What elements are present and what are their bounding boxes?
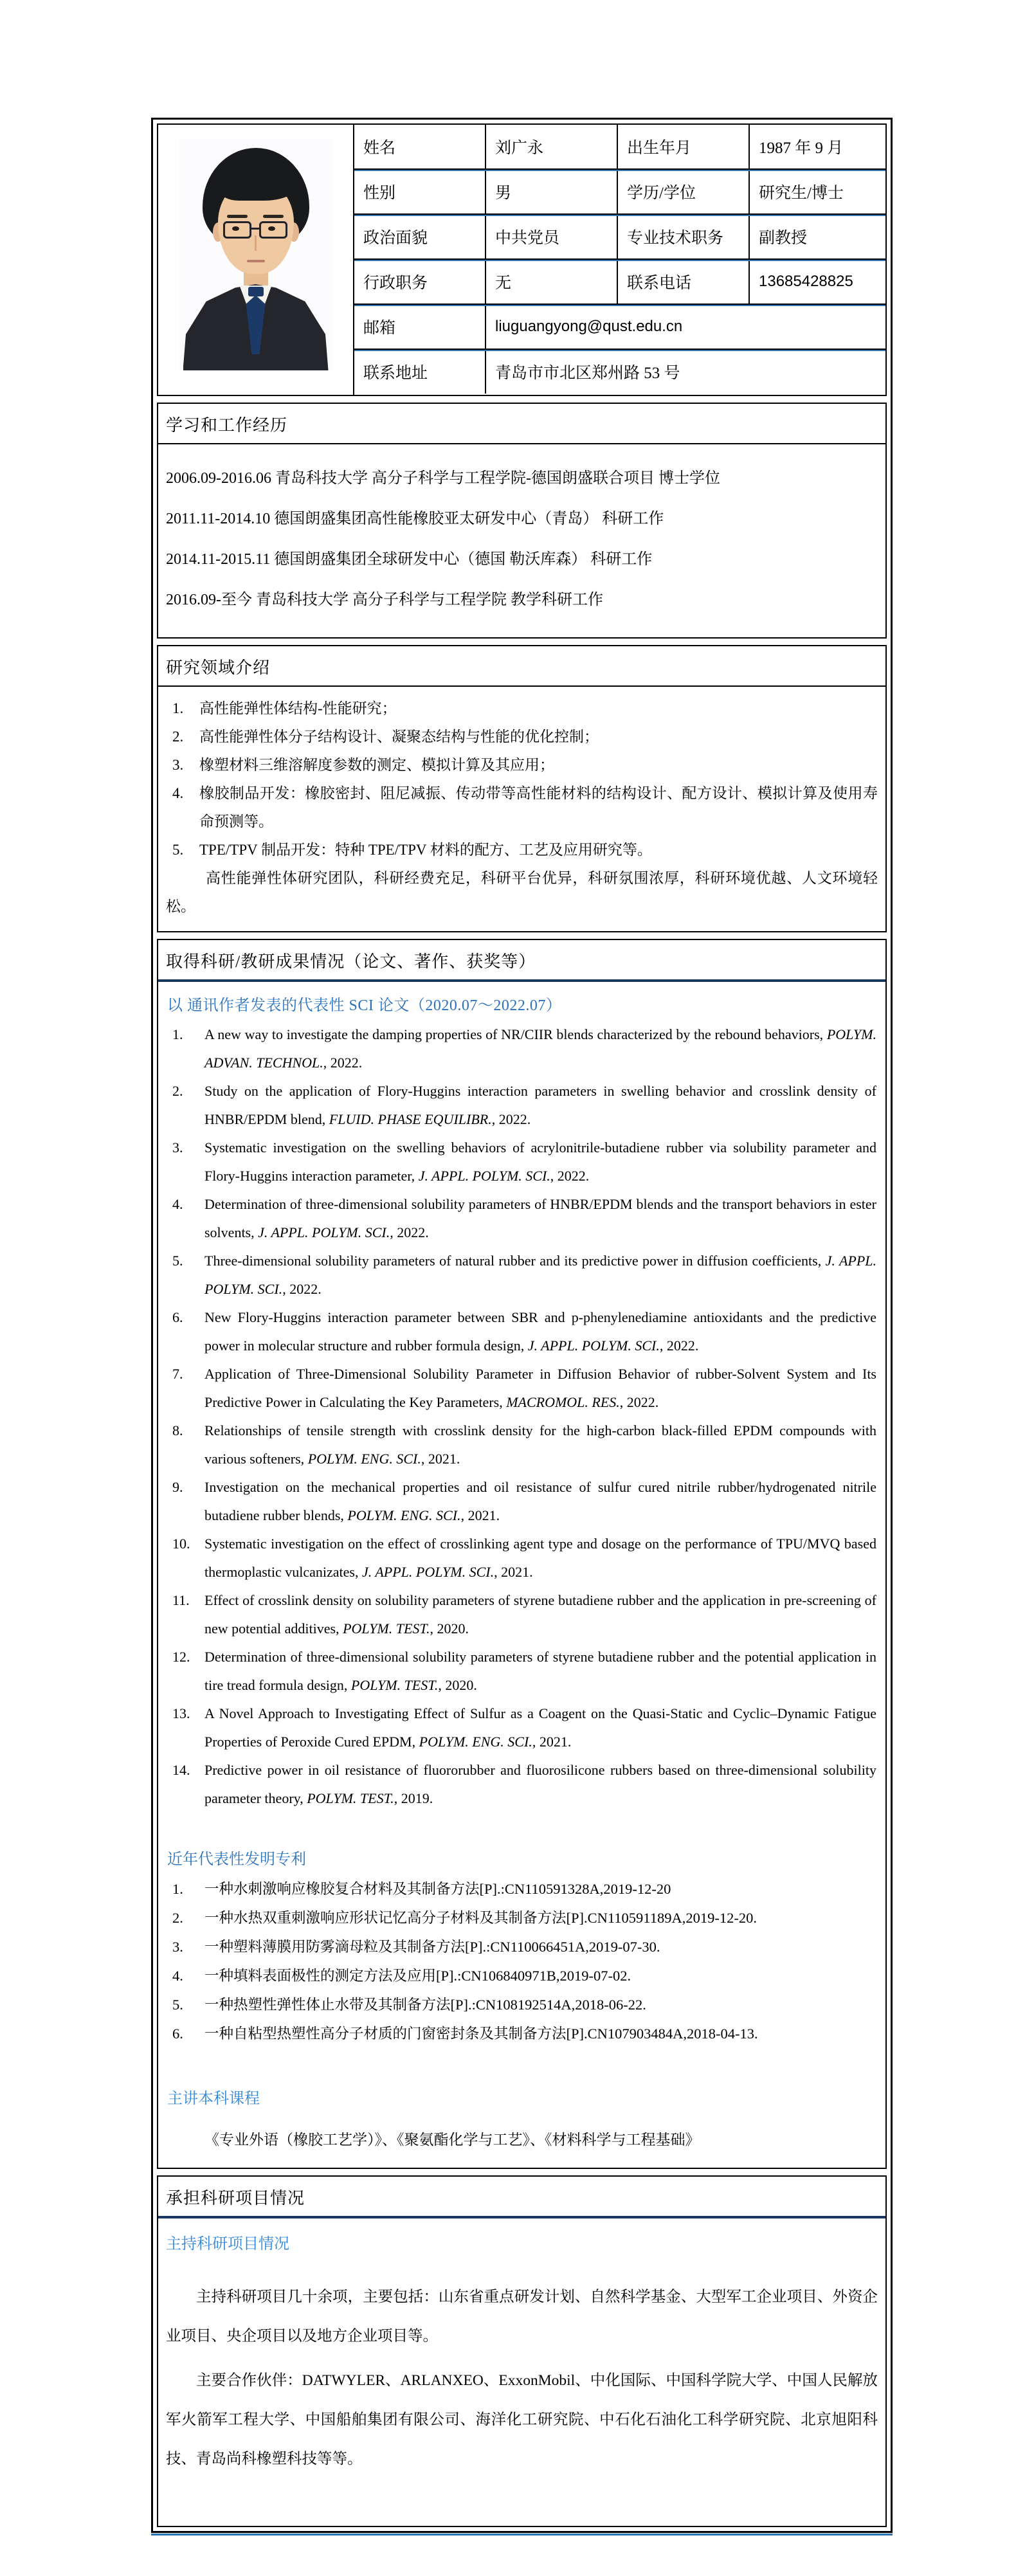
profile-value: 刘广永 — [486, 125, 618, 168]
journal-name: J. APPL. POLYM. SCI. — [527, 1338, 660, 1354]
journal-name: POLYM. TEST. — [343, 1620, 430, 1637]
patent-item: 6. 一种自粘型热塑性高分子材质的门窗密封条及其制备方法[P].CN107903484A,2018-04-13. — [167, 2019, 876, 2048]
photo-eyebrow — [263, 215, 284, 218]
patent-item: 4. 一种填料表面极性的测定方法及应用[P].:CN106840971B,2019-07-02. — [167, 1961, 876, 1990]
item-number: 14. — [172, 1762, 190, 1778]
sci-paper: 14. Predictive power in oil resistance of fluororubber and fluorosilicone rubbers based on three-dimensional solubility parameter theory, POLYM. TEST., 2019. — [167, 1756, 876, 1813]
experience-item: 2006.09-2016.06 青岛科技大学 高分子科学与工程学院-德国朗盛联合项目 博士学位 — [166, 470, 720, 487]
item-number: 7. — [172, 1366, 183, 1382]
portrait-photo — [179, 139, 332, 370]
profile-label: 姓名 — [354, 125, 486, 168]
sci-paper: 9. Investigation on the mechanical properties and oil resistance of sulfur cured nitrile rubber/hydrogenated nitrile butadiene rubber blends, POLYM. ENG. SCI., 2021. — [167, 1473, 876, 1530]
experience-item: 2011.11-2014.10 德国朗盛集团高性能橡胶亚太研发中心（青岛） 科研工作 — [166, 511, 664, 527]
sci-paper-list — [167, 1020, 876, 1813]
item-number: 11. — [172, 1592, 190, 1608]
project-paragraphs — [166, 2278, 878, 2479]
journal-name: FLUID. PHASE EQUILIBR. — [329, 1111, 492, 1127]
item-number: 5. — [172, 1253, 183, 1269]
journal-name: POLYM. TEST. — [307, 1790, 394, 1806]
item-number: 3. — [172, 757, 184, 773]
section-title-research-fields: 研究领域介绍 — [158, 646, 885, 687]
journal-name: POLYM. ADVAN. TECHNOL. — [204, 1026, 876, 1071]
photo-glasses — [223, 221, 251, 239]
profile-value: 研究生/博士 — [759, 185, 844, 202]
profile-label: 出生年月 — [618, 125, 750, 168]
item-number: 1. — [172, 1026, 183, 1042]
item-number: 1. — [172, 1881, 183, 1897]
sci-paper: 12. Determination of three-dimensional solubility parameters of styrene butadiene rubber and the potential application in tire tread formula design, POLYM. TEST., 2020. — [167, 1643, 876, 1700]
item-number: 8. — [172, 1422, 183, 1438]
journal-name: J. APPL. POLYM. SCI. — [258, 1224, 390, 1240]
item-number: 10. — [172, 1536, 190, 1552]
item-number: 5. — [172, 1997, 183, 2013]
experience-list — [158, 444, 885, 637]
journal-name: POLYM. ENG. SCI. — [307, 1451, 421, 1467]
patent-list — [167, 1874, 876, 2048]
experience-item: 2014.11-2015.11 德国朗盛集团全球研发中心（德国 勒沃库森） 科研工作 — [166, 551, 653, 568]
research-note: 高性能弹性体研究团队，科研经费充足，科研平台优异，科研氛围浓厚，科研环境优越、人文环境轻松。 — [166, 870, 878, 914]
item-number: 13. — [172, 1705, 190, 1721]
sci-papers-heading: 以 通讯作者发表的代表性 SCI 论文（2020.07～2022.07） — [167, 997, 562, 1014]
profile-row — [354, 125, 885, 170]
profile-value: 副教授 — [759, 230, 808, 247]
profile-rows — [354, 125, 885, 394]
item-number: 6. — [172, 1309, 183, 1325]
sci-paper: 3. Systematic investigation on the swelling behaviors of acrylonitrile-butadiene rubber via solubility parameter and Flory-Huggins interaction parameter, J. APPL. POLYM. SCI., 2022. — [167, 1134, 876, 1190]
sci-paper: 2. Study on the application of Flory-Huggins interaction parameters in swelling behavior and crosslink density of HNBR/EPDM blend, FLUID. PHASE EQUILIBR., 2022. — [167, 1077, 876, 1134]
profile-label: 专业技术职务 — [618, 215, 750, 259]
project-paragraph: 主持科研项目几十余项，主要包括：山东省重点研发计划、自然科学基金、大型军工企业项目、外资企业项目、央企项目以及地方企业项目等。 — [166, 2289, 878, 2345]
photo-tie — [248, 287, 264, 296]
section-research-fields — [157, 645, 887, 932]
photo-mouth — [247, 260, 265, 262]
sci-paper: 13. A Novel Approach to Investigating Effect of Sulfur as a Coagent on the Quasi-Static and Cyclic–Dynamic Fatigue Properties of Peroxide Cured EPDM, POLYM. ENG. SCI., 2021. — [167, 1700, 876, 1756]
profile-label: 学历/学位 — [618, 170, 750, 213]
sci-paper: 1. A new way to investigate the damping properties of NR/CIIR blends characterized by the rebound behaviors, POLYM. ADVAN. TECHNOL., 2022. — [167, 1020, 876, 1077]
item-number: 6. — [172, 2026, 183, 2042]
patents-heading: 近年代表性发明专利 — [167, 1851, 306, 1868]
profile-row — [354, 260, 885, 305]
item-number: 2. — [172, 1083, 183, 1099]
sci-paper: 10. Systematic investigation on the effect of crosslinking agent type and dosage on the performance of TPU/MVQ based thermoplastic vulcanizates, J. APPL. POLYM. SCI., 2021. — [167, 1530, 876, 1586]
sci-paper: 4. Determination of three-dimensional solubility parameters of HNBR/EPDM blends and the transport behaviors in ester solvents, J. APPL. POLYM. SCI., 2022. — [167, 1190, 876, 1247]
journal-name: J. APPL. POLYM. SCI. — [204, 1253, 876, 1297]
journal-name: J. APPL. POLYM. SCI. — [418, 1168, 550, 1184]
profile-label: 邮箱 — [354, 305, 486, 349]
item-number: 9. — [172, 1479, 183, 1495]
photo-fringe — [214, 168, 298, 201]
cv-document — [151, 118, 893, 2533]
journal-name: POLYM. ENG. SCI. — [347, 1507, 461, 1523]
item-number: 12. — [172, 1649, 190, 1665]
patent-item: 2. 一种水热双重刺激响应形状记忆高分子材料及其制备方法[P].CN110591189A,2019-12-20. — [167, 1903, 876, 1932]
profile-value: 青岛市市北区郑州路 53 号 — [495, 365, 680, 382]
research-item: 3. 橡塑材料三维溶解度参数的测定、模拟计算及其应用； — [166, 751, 878, 779]
profile-label: 政治面貌 — [354, 215, 486, 259]
experience-item: 2016.09-至今 青岛科技大学 高分子科学与工程学院 教学科研工作 — [166, 592, 603, 608]
profile-label: 行政职务 — [354, 260, 486, 304]
section-title-projects: 承担科研项目情况 — [158, 2177, 885, 2218]
item-number: 3. — [172, 1939, 183, 1955]
item-number: 5. — [172, 842, 184, 858]
journal-name: POLYM. ENG. SCI. — [419, 1734, 532, 1750]
photo-glasses — [259, 221, 287, 239]
profile-row — [354, 215, 885, 260]
journal-name: POLYM. TEST. — [350, 1677, 439, 1693]
journal-name: MACROMOL. RES. — [506, 1394, 620, 1410]
profile-row — [354, 170, 885, 215]
profile-table — [157, 123, 887, 396]
research-list — [166, 694, 878, 864]
research-item: 4. 橡胶制品开发：橡胶密封、阻尼减振、传动带等高性能材料的结构设计、配方设计、模拟计算及使用寿命预测等。 — [166, 779, 878, 836]
patent-item: 3. 一种塑料薄膜用防雾滴母粒及其制备方法[P].:CN110066451A,2019-07-30. — [167, 1932, 876, 1961]
profile-value: 1987 年 9 月 — [759, 140, 844, 157]
journal-name: J. APPL. POLYM. SCI. — [361, 1564, 494, 1580]
sci-paper: 7. Application of Three-Dimensional Solubility Parameter in Diffusion Behavior of rubber-Solvent System and Its Predictive Power in Calculating the Key Parameters, MACROMOL. RES., 2022. — [167, 1360, 876, 1417]
profile-value: 男 — [486, 170, 618, 213]
item-number: 3. — [172, 1139, 183, 1156]
profile-value: 13685428825 — [759, 273, 853, 290]
courses-line: 《专业外语（橡胶工艺学）》、《聚氨酯化学与工艺》、《材料科学与工程基础》 — [204, 2132, 700, 2148]
section-title-experience: 学习和工作经历 — [158, 404, 885, 444]
section-experience — [157, 403, 887, 639]
profile-row — [354, 305, 885, 350]
profile-value: 中共党员 — [486, 215, 618, 259]
profile-row — [354, 350, 885, 394]
photo-eyebrow — [227, 215, 248, 218]
sci-paper: 11. Effect of crosslink density on solubility parameters of styrene butadiene rubber and the application in pre-screening of new potential additives, POLYM. TEST., 2020. — [167, 1586, 876, 1643]
profile-label: 联系地址 — [354, 350, 486, 394]
projects-subheading: 主持科研项目情况 — [166, 2236, 289, 2253]
section-projects — [157, 2175, 887, 2527]
profile-value: liuguangyong@qust.edu.cn — [495, 318, 683, 335]
research-item: 2. 高性能弹性体分子结构设计、凝聚态结构与性能的优化控制； — [166, 723, 878, 751]
research-item: 1. 高性能弹性体结构-性能研究； — [166, 694, 878, 723]
courses-heading: 主讲本科课程 — [167, 2091, 260, 2107]
photo-cell — [158, 125, 354, 395]
item-number: 2. — [172, 1910, 183, 1926]
sci-paper: 8. Relationships of tensile strength with crosslink density for the high-carbon black-filled EPDM compounds with various softeners, POLYM. ENG. SCI., 2021. — [167, 1417, 876, 1473]
sci-paper: 6. New Flory-Huggins interaction parameter between SBR and p-phenylenediamine antioxidants and the predictive power in molecular structure and rubber formula design, J. APPL. POLYM. SCI., 2022. — [167, 1303, 876, 1360]
profile-label: 性别 — [354, 170, 486, 213]
item-number: 4. — [172, 1196, 183, 1212]
research-item: 5. TPE/TPV 制品开发：特种 TPE/TPV 材料的配方、工艺及应用研究等。 — [166, 836, 878, 864]
section-achievements — [157, 939, 887, 2169]
section-title-achievements: 取得科研/教研成果情况（论文、著作、获奖等） — [158, 940, 885, 982]
item-number: 1. — [172, 700, 184, 716]
photo-glasses-bridge — [251, 228, 260, 230]
item-number: 4. — [172, 785, 184, 801]
project-paragraph: 主要合作伙伴：DATWYLER、ARLANXEO、ExxonMobil、中化国际、中国科学院大学、中国人民解放军火箭军工程大学、中国船舶集团有限公司、海洋化工研究院、中石化石油化工科学研究院、北京旭阳科技、青岛尚科橡塑科技等等。 — [166, 2372, 878, 2467]
item-number: 2. — [172, 729, 184, 745]
sci-paper: 5. Three-dimensional solubility parameters of natural rubber and its predictive power in diffusion coefficients, J. APPL. POLYM. SCI., 2022. — [167, 1247, 876, 1303]
patent-item: 1. 一种水刺激响应橡胶复合材料及其制备方法[P].:CN110591328A,2019-12-20 — [167, 1874, 876, 1903]
photo-nose — [255, 235, 257, 251]
profile-value: 无 — [486, 260, 618, 304]
patent-item: 5. 一种热塑性弹性体止水带及其制备方法[P].:CN108192514A,2018-06-22. — [167, 1990, 876, 2019]
item-number: 4. — [172, 1968, 183, 1984]
profile-label: 联系电话 — [618, 260, 750, 304]
